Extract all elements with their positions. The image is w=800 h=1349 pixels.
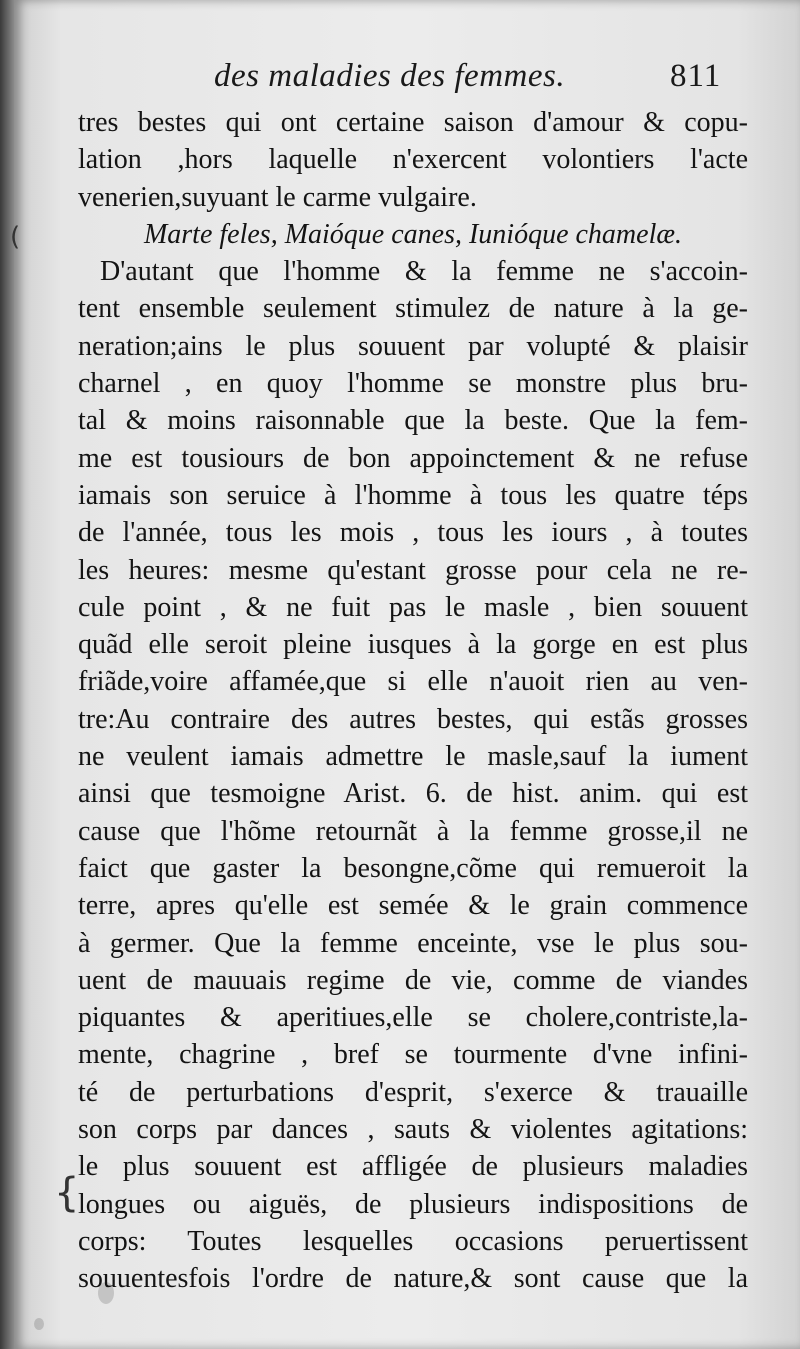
text-line: té de perturbations d'esprit, s'exerce & trauaille: [78, 1076, 748, 1108]
text-line: friãde,voire affamée,que si elle n'auoit rien au ven-: [78, 666, 748, 698]
body-text: [78, 104, 748, 1298]
text-line: charnel , en quoy l'homme se monstre plus bru-: [78, 368, 748, 400]
book-page: [10, 0, 800, 1349]
text-line: tre:Au contraire des autres bestes, qui estãs grosses: [78, 703, 748, 735]
text-line: tent ensemble seulement stimulez de nature à la ge-: [78, 293, 748, 325]
text-line: D'autant que l'homme & la femme ne s'accoin-: [100, 256, 748, 288]
text-line: lation ,hors laquelle n'exercent volontiers l'acte: [78, 144, 748, 176]
text-line: ainsi que tesmoigne Arist. 6. de hist. anim. qui est: [78, 778, 748, 810]
text-line: cule point , & ne fuit pas le masle , bien souuent: [78, 591, 748, 623]
text-line: à germer. Que la femme enceinte, vse le plus sou-: [78, 927, 748, 959]
margin-bracket-mark: (: [10, 222, 21, 252]
page-header: [14, 58, 800, 108]
text-line: tal & moins raisonnable que la beste. Que la fem-: [78, 405, 748, 437]
text-line: quãd elle seroit pleine iusques à la gorge en est plus: [78, 629, 748, 661]
book-binding-shadow: [0, 0, 14, 1349]
text-line: faict que gaster la besongne,cõme qui remueroit la: [78, 852, 748, 884]
text-line: neration;ains le plus souuent par volupté & plaisir: [78, 330, 748, 362]
text-line: le plus souuent est affligée de plusieurs maladies: [78, 1151, 748, 1183]
text-line: mente, chagrine , bref se tourmente d'vne infini-: [78, 1039, 748, 1071]
text-line: son corps par dances , sauts & violentes agitations:: [78, 1114, 748, 1146]
text-line: piquantes & aperitiues,elle se cholere,contriste,la-: [78, 1002, 748, 1034]
text-line: terre, apres qu'elle est semée & le grain commence: [78, 890, 748, 922]
text-line: me est tousiours de bon appoinctement & ne refuse: [78, 442, 748, 474]
page-number: 811: [670, 58, 722, 94]
text-line: ne veulent iamais admettre le masle,sauf la iument: [78, 741, 748, 773]
text-line: cause que l'hõme retournãt à la femme grosse,il ne: [78, 815, 748, 847]
text-line: longues ou aiguës, de plusieurs indispositions de: [78, 1188, 748, 1220]
verse-line: Marte feles, Maióque canes, Iunióque chamelæ.: [143, 218, 683, 250]
running-head: des maladies des femmes.: [214, 58, 566, 94]
text-line: tres bestes qui ont certaine saison d'amour & copu-: [78, 107, 748, 138]
text-line: de l'année, tous les mois , tous les iours , à toutes: [78, 517, 748, 549]
text-line: corps: Toutes lesquelles occasions peruertissent: [78, 1225, 748, 1257]
text-line: les heures: mesme qu'estant grosse pour cela ne re-: [78, 554, 748, 586]
text-line: venerien,suyuant le carme vulgaire.: [78, 181, 477, 213]
margin-bracket-mark: {: [54, 1170, 80, 1216]
text-line: souuentesfois l'ordre de nature,& sont cause que la: [78, 1263, 748, 1295]
text-line: uent de mauuais regime de vie, comme de viandes: [78, 964, 748, 996]
ink-smudge: [34, 1318, 44, 1330]
text-line: iamais son seruice à l'homme à tous les quatre téps: [78, 479, 748, 511]
